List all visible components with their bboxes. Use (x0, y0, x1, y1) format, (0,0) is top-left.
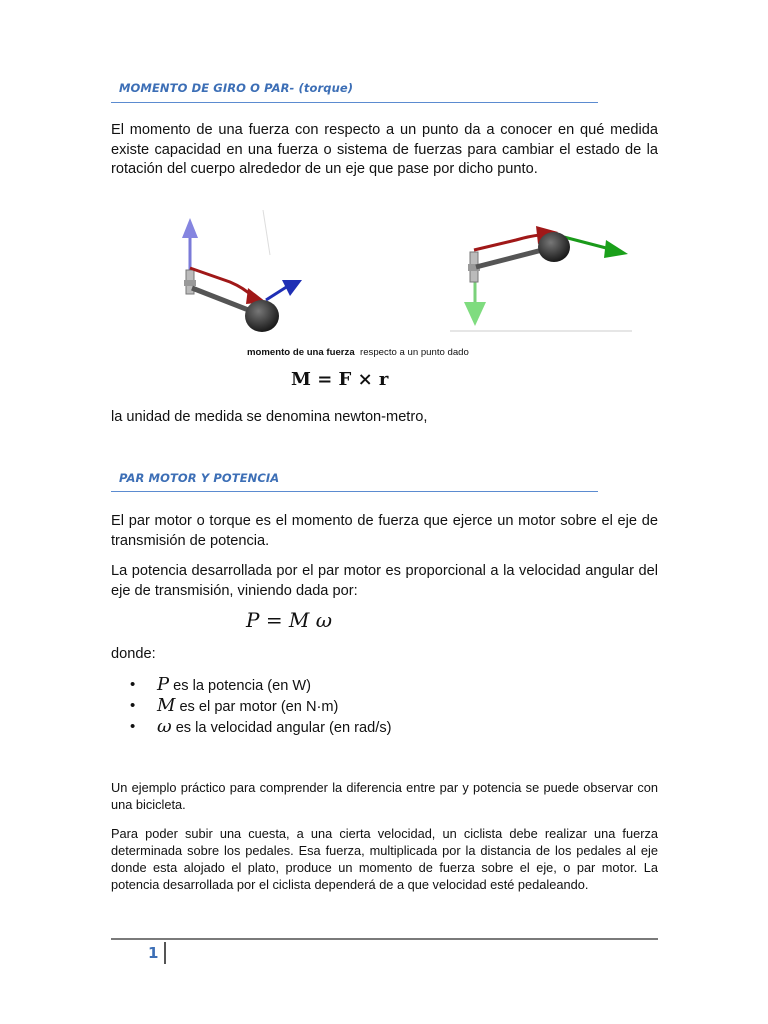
page-number: 1 (148, 944, 159, 962)
torque-formula: M = F × r (291, 369, 389, 390)
cyclist-paragraph: Para poder subir una cuesta, a una cierta velocidad, un ciclista debe realizar una fuerza determinada sobre los pedales. Esa fuerza, multiplicada por la distancia de los pedales al eje donde esta alojado el plato, produce un momento de fuerza sobre el eje, o par motor. La potencia desarrollada por el ciclista dependerá de a que velocidad esté pedaleando. (111, 826, 658, 892)
heading-underline (111, 102, 598, 103)
list-item (111, 695, 391, 716)
figure-caption-bold: momento de una fuerza (247, 347, 355, 358)
power-formula: P = M ω (246, 608, 333, 632)
bullet-symbol: P (157, 674, 170, 695)
variable-list (111, 674, 391, 737)
bicycle-example-paragraph: Un ejemplo práctico para comprender la diferencia entre par y potencia se puede observar con una bicicleta. (111, 780, 658, 812)
section-heading-torque: MOMENTO DE GIRO O PAR- (torque) (119, 81, 354, 95)
bullet-symbol: ω (157, 716, 172, 737)
bullet-text: es el par motor (en N·m) (179, 699, 339, 715)
torque-diagram-right (450, 222, 635, 334)
bullet-text: es la potencia (en W) (173, 678, 312, 694)
donde-label: donde: (111, 646, 156, 662)
heading-underline (111, 491, 598, 492)
list-item (111, 674, 391, 695)
figure-caption-rest: respecto a un punto dado (354, 347, 469, 358)
page-number-divider (164, 942, 166, 964)
par-motor-paragraph: El par motor o torque es el momento de fuerza que ejerce un motor sobre el eje de transmisión de potencia. (111, 513, 658, 549)
bullet-symbol: M (157, 695, 176, 716)
footer-rule (111, 938, 658, 940)
torque-diagram-left (170, 210, 310, 340)
figure-caption (247, 347, 469, 358)
section-heading-par-motor: PAR MOTOR Y POTENCIA (119, 471, 280, 485)
list-item (111, 716, 391, 737)
torque-definition-paragraph: El momento de una fuerza con respecto a un punto da a conocer en qué medida existe capacidad en una fuerza o sistema de fuerzas para cambiar el estado de la rotación del cuerpo alrededor de un eje que pase por dicho punto. (111, 122, 658, 177)
potencia-paragraph: La potencia desarrollada por el par motor es proporcional a la velocidad angular del eje de transmisión, viniendo dada por: (111, 563, 658, 599)
unit-paragraph: la unidad de medida se denomina newton-metro, (111, 409, 428, 425)
bullet-text: es la velocidad angular (en rad/s) (175, 720, 392, 736)
